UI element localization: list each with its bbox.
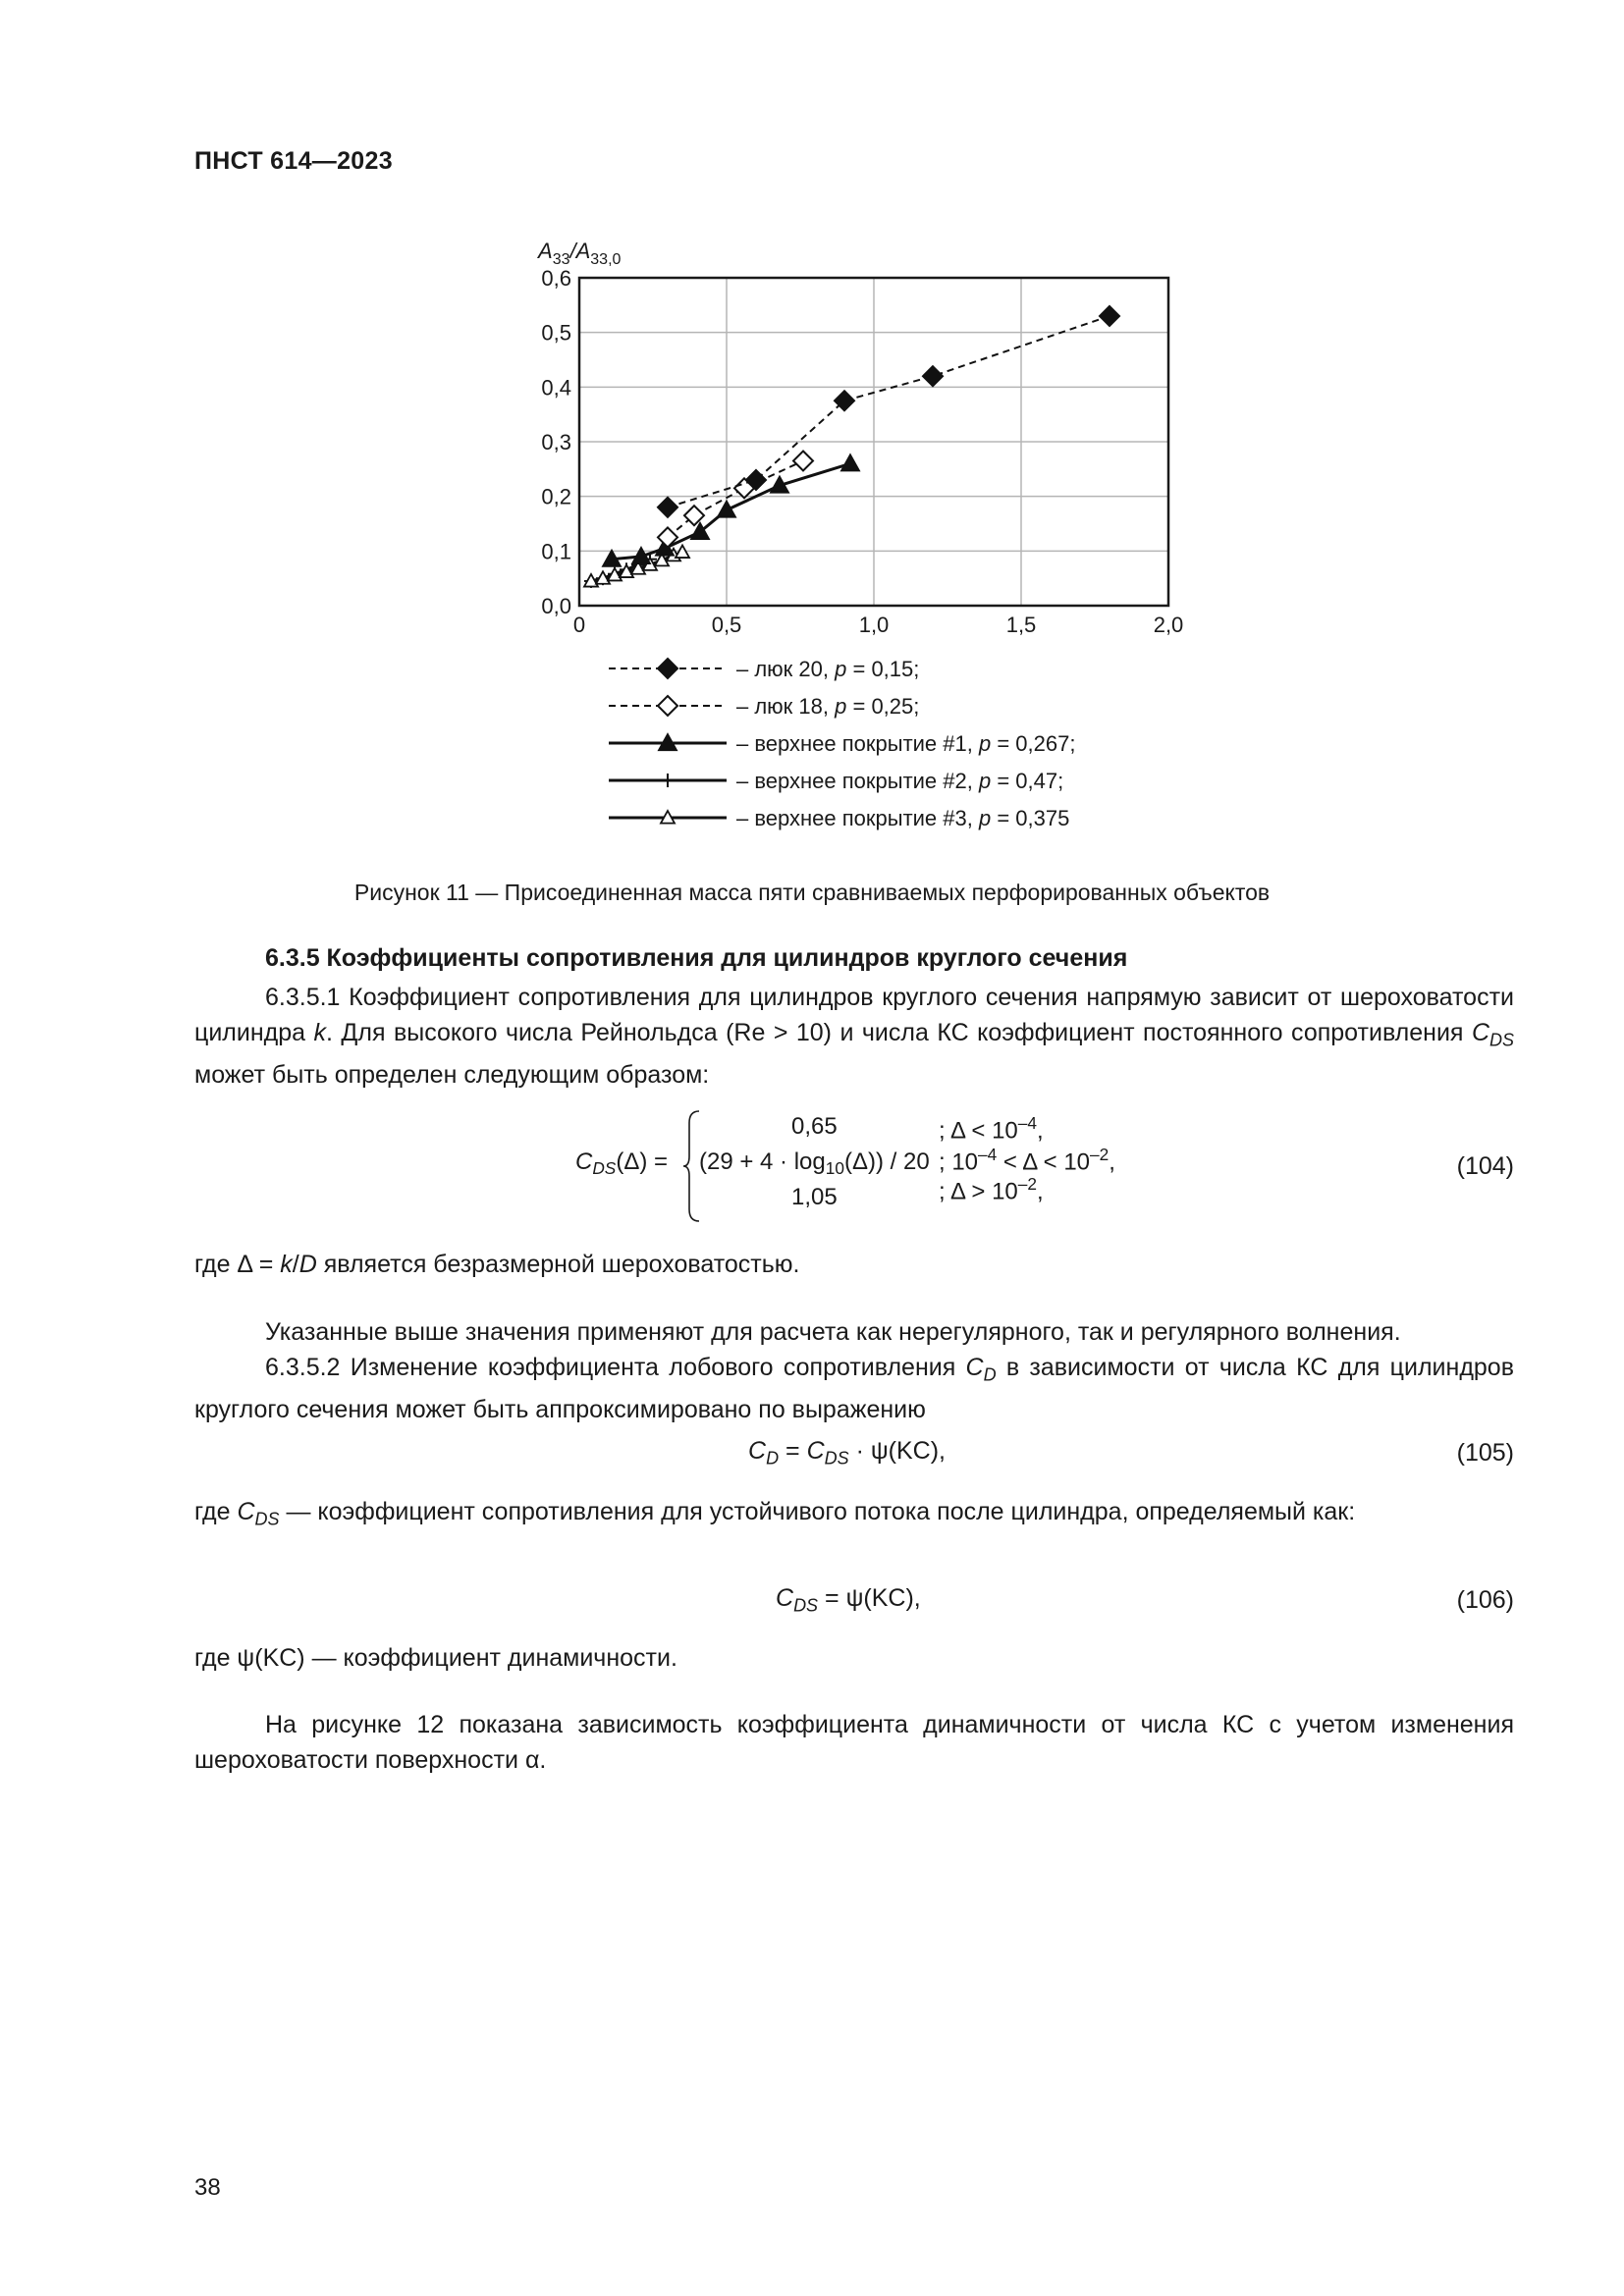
x-tick-label: 2,0 [1153,613,1184,637]
filled-diamond-marker [658,659,677,678]
y-tick-label: 0,3 [541,430,571,454]
filled-diamond-marker [923,366,943,386]
x-tick-label: 0 [572,613,586,637]
chart-ticks [541,266,1183,637]
formula-104-case1: 0,65 [791,1113,838,1140]
y-tick-label: 0,0 [541,594,571,618]
formula-104-cond3: ; $\Delta > 10^{-2}$, [939,1174,1044,1205]
filled-triangle-marker [841,454,859,470]
section-heading: 6.3.5 Коэффициенты сопротивления для цилиндров круглого сечения [265,944,1128,972]
plus-marker [661,774,675,787]
legend-label: – верхнее покрытие #2, p = 0,47; [736,769,1064,793]
y-tick-label: 0,4 [541,375,571,400]
legend-label: – верхнее покрытие #3, p = 0,375 [736,806,1070,830]
legend-item-1 [609,657,919,681]
paragraph-values-note: Указанные выше значения применяют для расчета как нерегулярного, так и регулярного волнения. [265,1318,1401,1346]
x-tick-label: 1,0 [858,613,890,637]
document-id-header: ПНСТ 614—2023 [194,147,393,175]
filled-triangle-marker [718,502,735,517]
filled-diamond-marker [658,498,677,517]
series-line [668,316,1110,507]
legend-item-2 [609,694,919,719]
added-mass-chart [0,0,1624,864]
formula-104-lhs: $C_{DS}(\Delta)$ = [575,1148,669,1179]
paragraph-figure-12-ref: На рисунке 12 показана зависимость коэффициента динамичности от числа КС с учетом изменения шероховатости поверхности α. [194,1711,1514,1774]
chart-series [584,306,1119,588]
legend-label: – верхнее покрытие #1, p = 0,267; [736,731,1076,756]
formula-106: $C_{DS} = \psi(KC)$, [776,1584,921,1616]
filled-diamond-marker [1100,306,1119,326]
equation-number-106: (106) [1456,1586,1514,1614]
open-diamond-marker [658,696,677,716]
paragraph-6-3-5-1: 6.3.5.1 Коэффициент сопротивления для цилиндров круглого сечения напрямую зависит от шероховатости цилиндра k. Для высокого числа Рейнольдса (Re > 10) и числа КС коэффициент постоянного сопротивления $C_{DS}$ может быть определен следующим образом: [194,984,1515,1090]
series-2 [658,451,813,547]
equation-number-105: (105) [1456,1439,1514,1467]
legend-item-4 [609,769,1063,793]
formula-104-cond2: ; $10^{-4} < \Delta < 10^{-2}$, [939,1145,1115,1176]
series-3 [603,454,859,566]
formula-104-case3: 1,05 [791,1184,838,1210]
marker-shape [658,659,677,678]
page-number: 38 [194,2174,221,2201]
formula-104-cond1: ; $\Delta < 10^{-4}$, [939,1113,1044,1145]
where-psi-text: где ψ(KC) — коэффициент динамичности. [194,1644,677,1672]
where-cds-text: где $C_{DS}$ — коэффициент сопротивления для устойчивого потока после цилиндра, определяемый как: [194,1498,1356,1529]
open-diamond-marker [793,451,813,470]
marker-shape [658,696,677,716]
figure-caption: Рисунок 11 — Присоединенная масса пяти сравниваемых перфорированных объектов [353,880,1271,905]
y-axis-label [536,239,622,268]
series-line [668,460,803,537]
x-tick-label: 0,5 [711,613,742,637]
x-tick-label: 1,5 [1005,613,1037,637]
marker-shape [923,366,943,386]
svg-text:A33/A33,0: $A_{33}/A_{33,0}$ [538,239,622,268]
chart-legend [609,657,1075,830]
marker-shape [658,498,677,517]
legend-item-5 [609,806,1069,830]
marker-shape [1100,306,1119,326]
formula-105: $C_D = C_{DS} \cdot \psi(KC)$, [748,1437,947,1468]
marker-shape [841,454,859,470]
legend-label: – люк 20, p = 0,15; [736,657,920,681]
legend-item-3 [609,731,1075,756]
y-tick-label: 0,5 [541,320,571,346]
equation-number-104: (104) [1456,1152,1514,1180]
y-tick-label: 0,2 [541,484,571,509]
paragraph-6-3-5-2: 6.3.5.2 Изменение коэффициента лобового сопротивления $C_D$ в зависимости от числа КС для цилиндров круглого сечения может быть аппроксимировано по выражению [194,1354,1514,1424]
where-delta-text: где Δ = k/D является безразмерной шероховатостью. [194,1251,800,1278]
formula-104-case2: $(29 + 4 \cdot \log_{10}(\Delta)) / 20$ [699,1148,930,1179]
y-tick-label: 0,1 [541,539,571,564]
marker-shape [793,451,813,470]
legend-label: – люк 18, p = 0,25; [736,694,920,719]
marker-shape [718,502,735,517]
y-tick-label: 0,6 [541,266,571,291]
